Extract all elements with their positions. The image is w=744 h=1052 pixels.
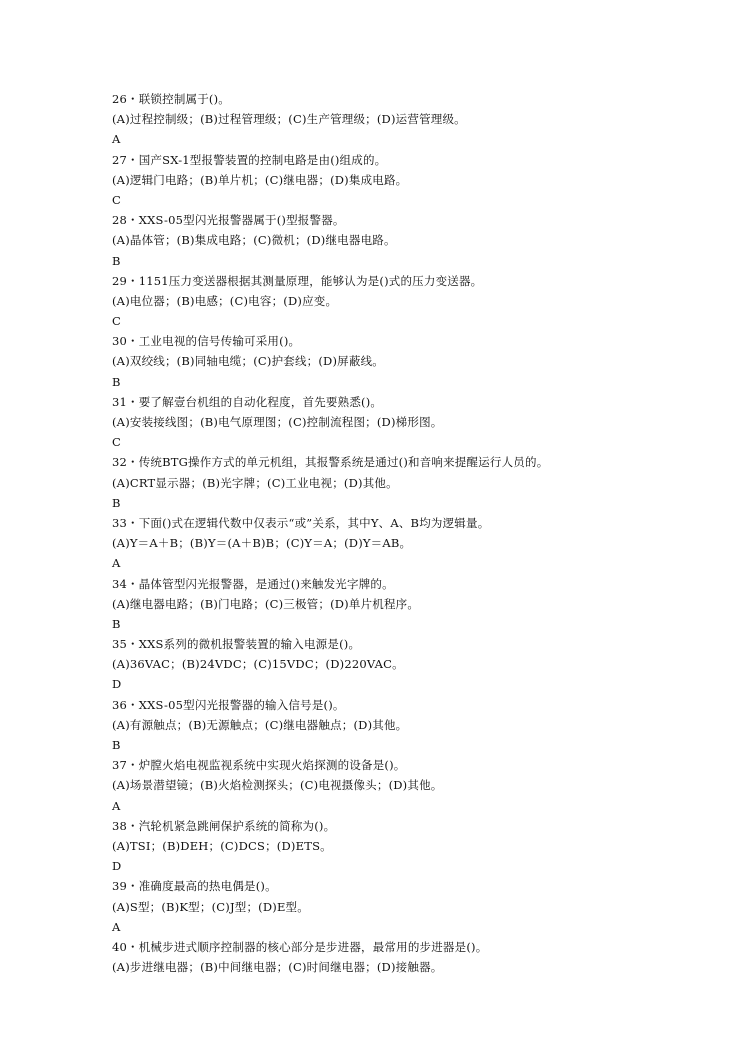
question-32 bbox=[112, 452, 712, 513]
question-answer: A bbox=[112, 798, 121, 813]
question-27 bbox=[112, 150, 712, 211]
question-options: (A)晶体管；(B)集成电路；(C)微机；(D)继电器电路。 bbox=[112, 233, 396, 248]
question-35 bbox=[112, 634, 712, 695]
question-text: 26・联锁控制属于()。 bbox=[112, 92, 231, 106]
question-text: 37・炉膛火焰电视监视系统中实现火焰探测的设备是()。 bbox=[112, 758, 406, 773]
question-answer: B bbox=[112, 495, 121, 510]
question-answer: A bbox=[112, 132, 121, 147]
question-options: (A)安装接线图；(B)电气原理图；(C)控制流程图；(D)梯形图。 bbox=[112, 415, 443, 429]
question-37 bbox=[112, 755, 712, 816]
question-options: (A)场景潜望镜；(B)火焰检测探头；(C)电视摄像头；(D)其他。 bbox=[112, 778, 443, 793]
question-options: (A)逻辑门电路；(B)单片机；(C)继电器；(D)集成电路。 bbox=[112, 172, 408, 187]
question-30 bbox=[112, 331, 712, 392]
question-31 bbox=[112, 392, 712, 453]
question-answer: C bbox=[112, 192, 121, 207]
exam-page bbox=[112, 89, 712, 977]
question-text: 40・机械步进式顺序控制器的核心部分是步进器，最常用的步进器是()。 bbox=[112, 939, 488, 954]
question-options: (A)继电器电路；(B)门电路；(C)三极管；(D)单片机程序。 bbox=[112, 596, 420, 611]
question-text: 33・下面()式在逻辑代数中仅表示“或”关系，其中Y、A、B均为逻辑量。 bbox=[112, 515, 490, 530]
question-text: 32・传统BTG操作方式的单元机组，其报警系统是通过()和音响来提醒运行人员的。 bbox=[112, 455, 549, 470]
question-answer: B bbox=[112, 253, 121, 268]
question-text: 36・XXS-05型闪光报警器的输入信号是()。 bbox=[112, 697, 345, 712]
question-text: 31・要了解壹台机组的自动化程度，首先要熟悉()。 bbox=[112, 394, 383, 409]
question-33 bbox=[112, 513, 712, 574]
question-answer: D bbox=[112, 859, 122, 874]
question-answer: A bbox=[112, 556, 121, 571]
question-39 bbox=[112, 876, 712, 937]
question-29 bbox=[112, 271, 712, 332]
question-options: (A)36VAC；(B)24VDC；(C)15VDC；(D)220VAC。 bbox=[112, 657, 404, 672]
question-34 bbox=[112, 574, 712, 635]
question-options: (A)步进继电器；(B)中间继电器；(C)时间继电器；(D)接触器。 bbox=[112, 960, 443, 975]
question-text: 28・XXS-05型闪光报警器属于()型报警器。 bbox=[112, 213, 345, 228]
question-28 bbox=[112, 210, 712, 271]
question-answer: A bbox=[112, 919, 121, 934]
question-options: (A)Y＝A＋B；(B)Y＝(A＋B)B；(C)Y＝A；(D)Y＝AB。 bbox=[112, 536, 412, 551]
question-text: 30・工业电视的信号传输可采用()。 bbox=[112, 334, 301, 349]
question-answer: B bbox=[112, 374, 121, 389]
question-text: 35・XXS系列的微机报警装置的输入电源是()。 bbox=[112, 637, 361, 652]
question-answer: C bbox=[112, 435, 121, 450]
question-36 bbox=[112, 695, 712, 756]
question-options: (A)过程控制级；(B)过程管理级；(C)生产管理级；(D)运营管理级。 bbox=[112, 112, 466, 127]
question-options: (A)双绞线；(B)同轴电缆；(C)护套线；(D)屏蔽线。 bbox=[112, 354, 384, 369]
question-options: (A)CRT显示器；(B)光字牌；(C)工业电视；(D)其他。 bbox=[112, 475, 398, 490]
question-answer: D bbox=[112, 677, 122, 692]
question-text: 38・汽轮机紧急跳闸保护系统的简称为()。 bbox=[112, 818, 336, 833]
question-answer: B bbox=[112, 616, 121, 631]
question-options: (A)TSI；(B)DEH；(C)DCS；(D)ETS。 bbox=[112, 838, 332, 853]
question-text: 29・1151压力变送器根据其测量原理，能够认为是()式的压力变送器。 bbox=[112, 273, 483, 288]
question-options: (A)有源触点；(B)无源触点；(C)继电器触点；(D)其他。 bbox=[112, 717, 408, 732]
question-text: 34・晶体管型闪光报警器，是通过()来触发光字牌的。 bbox=[112, 576, 394, 591]
question-text: 27・国产SX-1型报警装置的控制电路是由()组成的。 bbox=[112, 152, 387, 167]
question-38 bbox=[112, 816, 712, 877]
question-text: 39・准确度最高的热电偶是()。 bbox=[112, 879, 277, 894]
question-answer: C bbox=[112, 314, 121, 329]
question-26 bbox=[112, 89, 712, 150]
question-options: (A)S型；(B)K型；(C)J型；(D)E型。 bbox=[112, 899, 309, 914]
question-40 bbox=[112, 937, 712, 977]
question-options: (A)电位器；(B)电感；(C)电容；(D)应变。 bbox=[112, 293, 338, 308]
question-answer: B bbox=[112, 738, 121, 752]
